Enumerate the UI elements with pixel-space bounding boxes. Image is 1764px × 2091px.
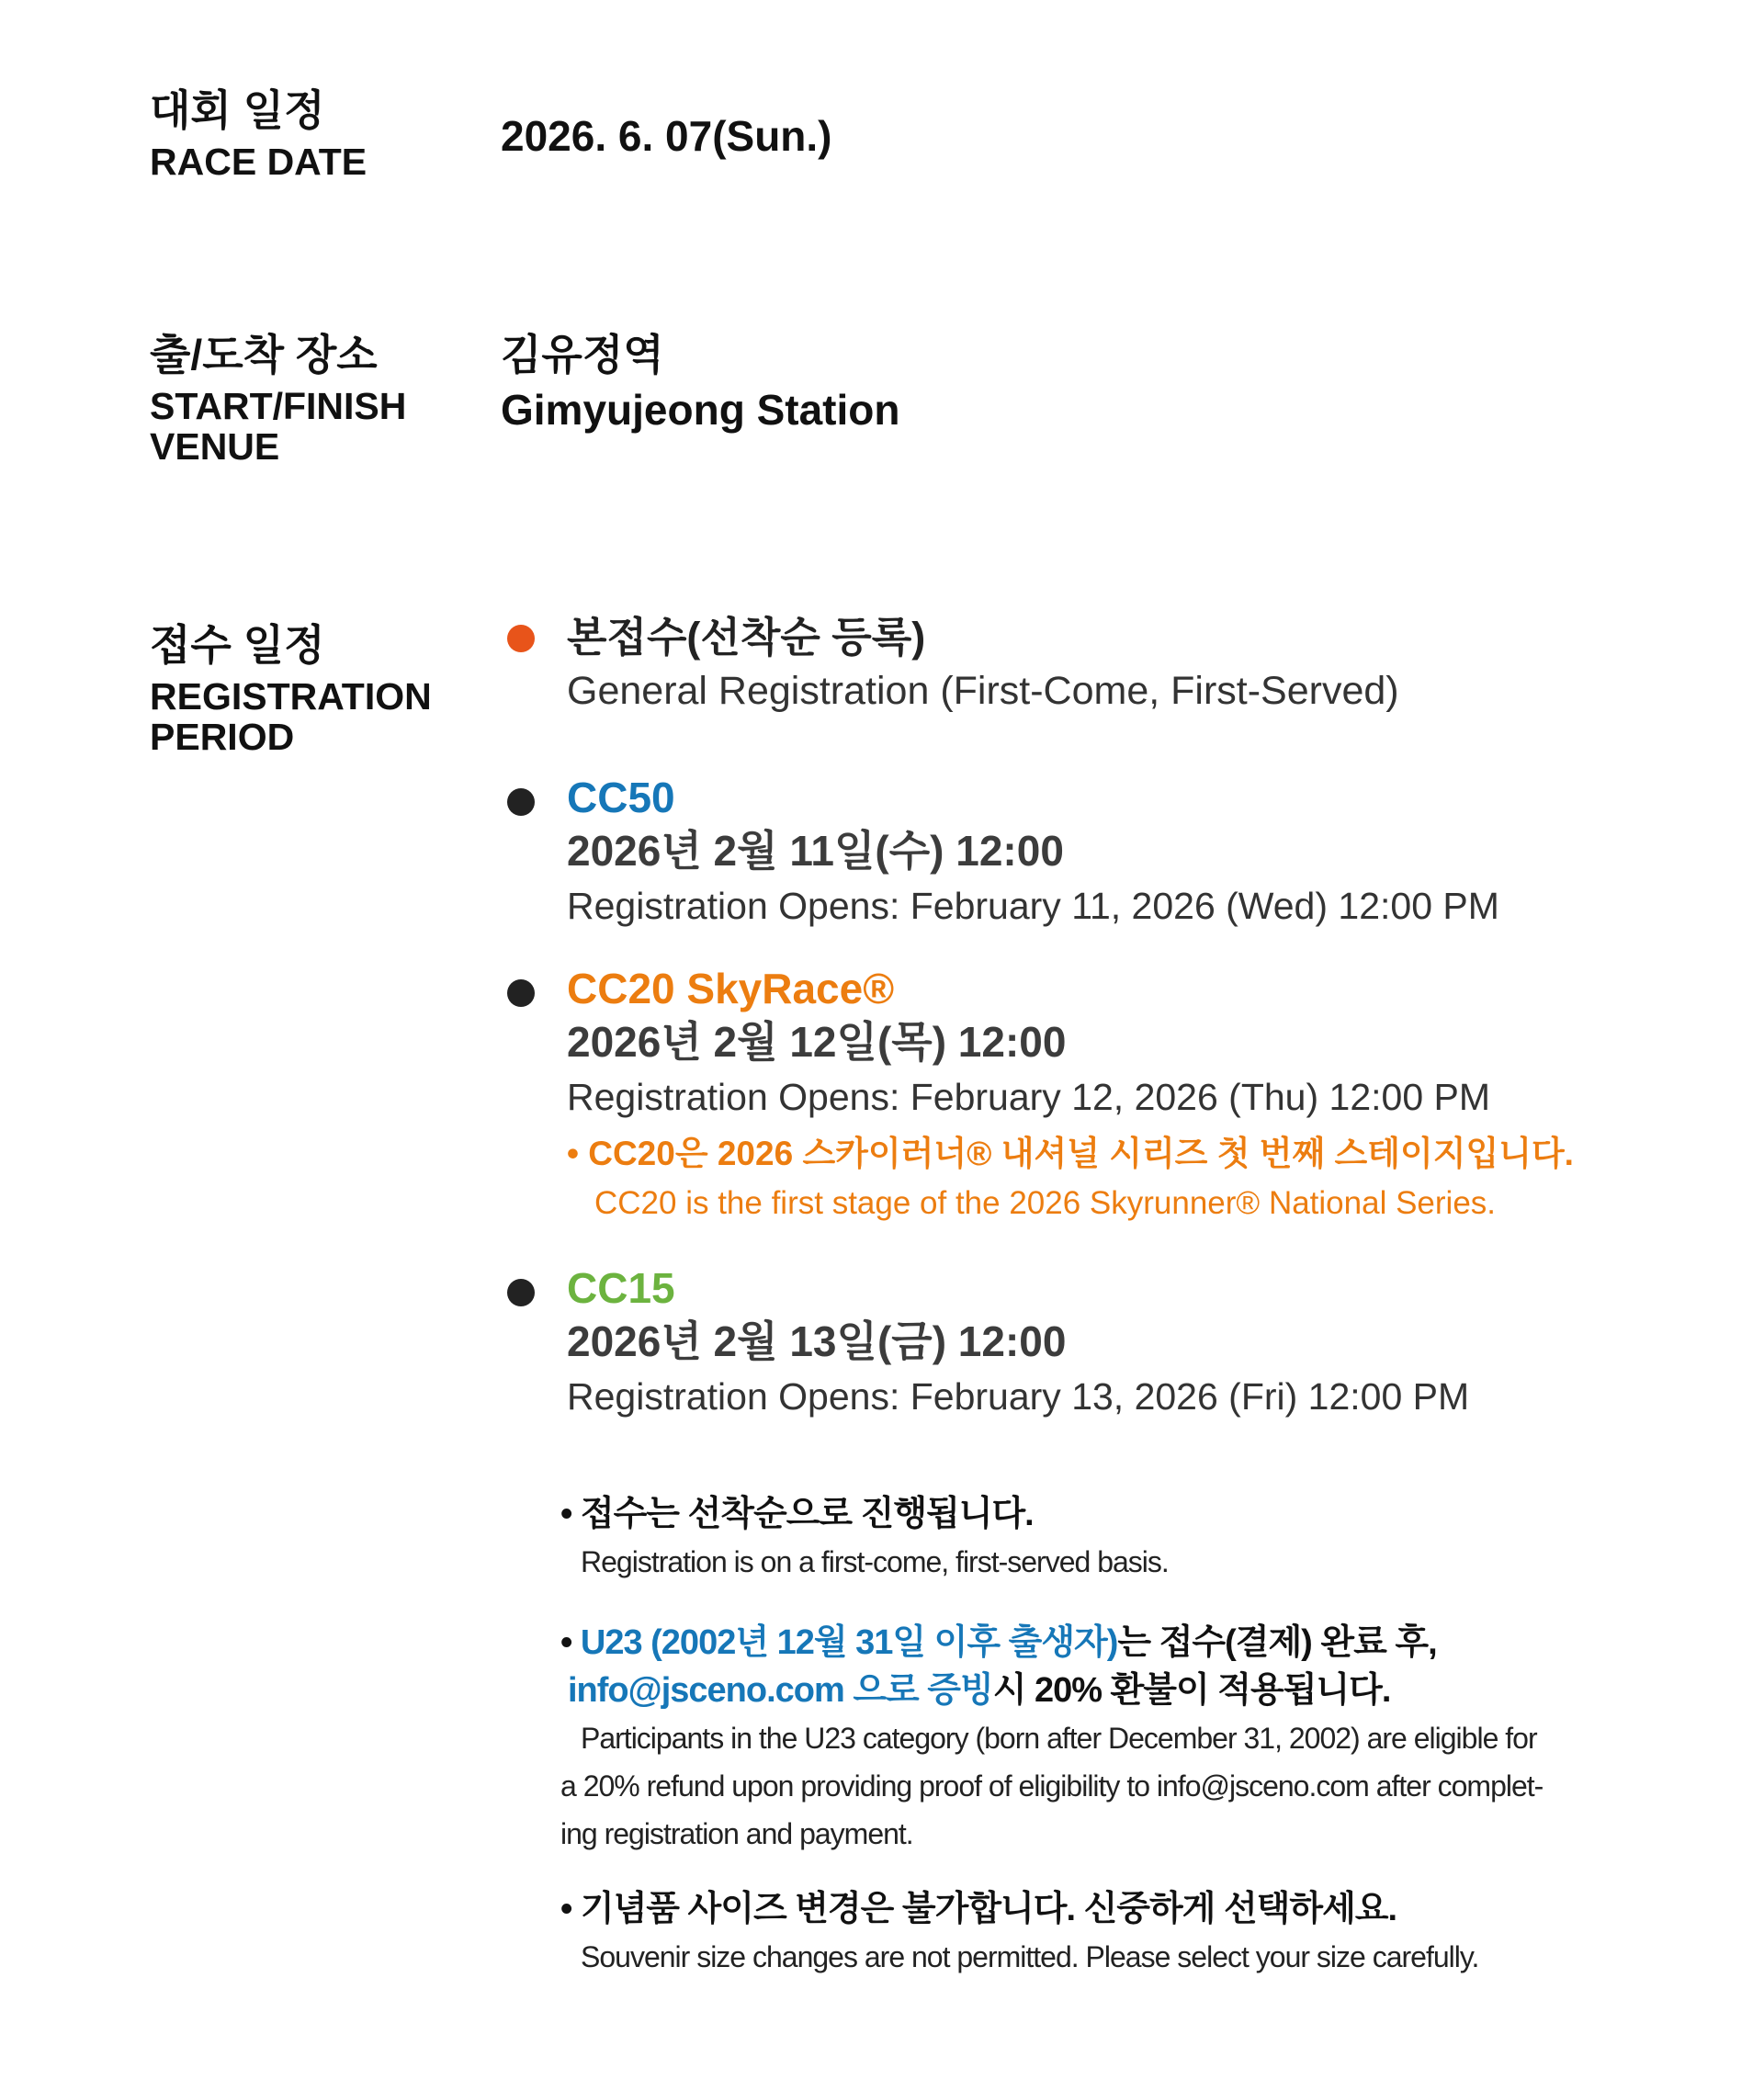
course-date-ko: 2026년 2월 11일(수) 12:00 bbox=[567, 827, 1064, 875]
note-u23-highlight: U23 (2002년 12월 31일 이후 출생자) bbox=[580, 1623, 1118, 1662]
note-u23-en-3: ing registration and payment. bbox=[560, 1817, 913, 1850]
venue-value bbox=[501, 327, 899, 437]
general-registration bbox=[567, 612, 1399, 718]
race-date-value: 2026. 6. 07(Sun.) bbox=[501, 112, 832, 160]
dark-dot-icon bbox=[507, 979, 535, 1007]
note-first-come-ko: • 접수는 선착순으로 진행됩니다. bbox=[560, 1495, 1034, 1533]
venue-value-en: Gimyujeong Station bbox=[501, 386, 900, 434]
note-souvenir-en: Souvenir size changes are not permitted. Please select your size carefully. bbox=[581, 1940, 1479, 1973]
race-date-label-ko: 대회 일정 bbox=[150, 86, 325, 134]
venue-value-ko: 김유정역 bbox=[501, 331, 664, 379]
race-date-label bbox=[150, 85, 367, 182]
venue-label-en-2: VENUE bbox=[150, 425, 280, 468]
course-cc50 bbox=[567, 772, 1499, 933]
note-u23 bbox=[560, 1619, 1635, 1858]
registration-label-en-1: REGISTRATION bbox=[150, 675, 432, 718]
registration-notes bbox=[560, 1490, 1635, 1981]
note-u23-en-2: a 20% refund upon providing proof of eligibility to info@jsceno.com after complet- bbox=[560, 1769, 1544, 1803]
note-u23-ko-line1 bbox=[560, 1619, 1635, 1667]
course-name: CC50 bbox=[567, 774, 675, 821]
orange-dot-icon bbox=[507, 625, 535, 652]
venue-label bbox=[150, 329, 406, 467]
course-note-ko: • CC20은 2026 스카이러너® 내셔널 시리즈 첫 번째 스테이지입니다. bbox=[567, 1135, 1574, 1172]
venue-label-ko: 출/도착 장소 bbox=[150, 331, 378, 379]
course-name: CC15 bbox=[567, 1264, 675, 1312]
course-date-en: Registration Opens: February 13, 2026 (Fri) 12:00 PM bbox=[567, 1375, 1470, 1418]
note-u23-rest2: 시 20% 환불이 적용됩니다. bbox=[992, 1671, 1391, 1710]
email-link[interactable]: info@jsceno.com 으로 증빙 bbox=[568, 1671, 993, 1710]
note-u23-rest: 는 접수(결제) 완료 후, bbox=[1117, 1623, 1437, 1662]
dark-dot-icon bbox=[507, 788, 535, 816]
dark-dot-icon bbox=[507, 1279, 535, 1306]
course-date-en: Registration Opens: February 11, 2026 (Wed) 12:00 PM bbox=[567, 885, 1499, 927]
note-souvenir-ko: • 기념품 사이즈 변경은 불가합니다. 신중하게 선택하세요. bbox=[560, 1890, 1397, 1928]
note-u23-ko-line2 bbox=[560, 1667, 1635, 1714]
note-souvenir bbox=[560, 1885, 1635, 1981]
race-date-label-en: RACE DATE bbox=[150, 141, 368, 183]
general-registration-en: General Registration (First-Come, First-Served) bbox=[567, 669, 1399, 713]
course-date-ko: 2026년 2월 12일(목) 12:00 bbox=[567, 1018, 1067, 1066]
note-bullet: • bbox=[560, 1623, 581, 1662]
course-date-en: Registration Opens: February 12, 2026 (Thu) 12:00 PM bbox=[567, 1076, 1491, 1118]
registration-label-en-2: PERIOD bbox=[150, 716, 295, 758]
general-registration-ko: 본접수(선착순 등록) bbox=[567, 614, 926, 661]
note-first-come-en: Registration is on a first-come, first-served basis. bbox=[581, 1545, 1169, 1578]
registration-label-ko: 접수 일정 bbox=[150, 621, 325, 669]
registration-label bbox=[150, 619, 432, 757]
course-cc15 bbox=[567, 1262, 1469, 1424]
note-u23-en-1: Participants in the U23 category (born after December 31, 2002) are eligible for bbox=[581, 1722, 1537, 1755]
course-cc20 bbox=[567, 963, 1574, 1229]
venue-label-en-1: START/FINISH bbox=[150, 385, 407, 427]
course-note-en: CC20 is the first stage of the 2026 Skyrunner® National Series. bbox=[594, 1185, 1497, 1221]
course-name: CC20 SkyRace® bbox=[567, 965, 895, 1012]
course-date-ko: 2026년 2월 13일(금) 12:00 bbox=[567, 1317, 1067, 1365]
